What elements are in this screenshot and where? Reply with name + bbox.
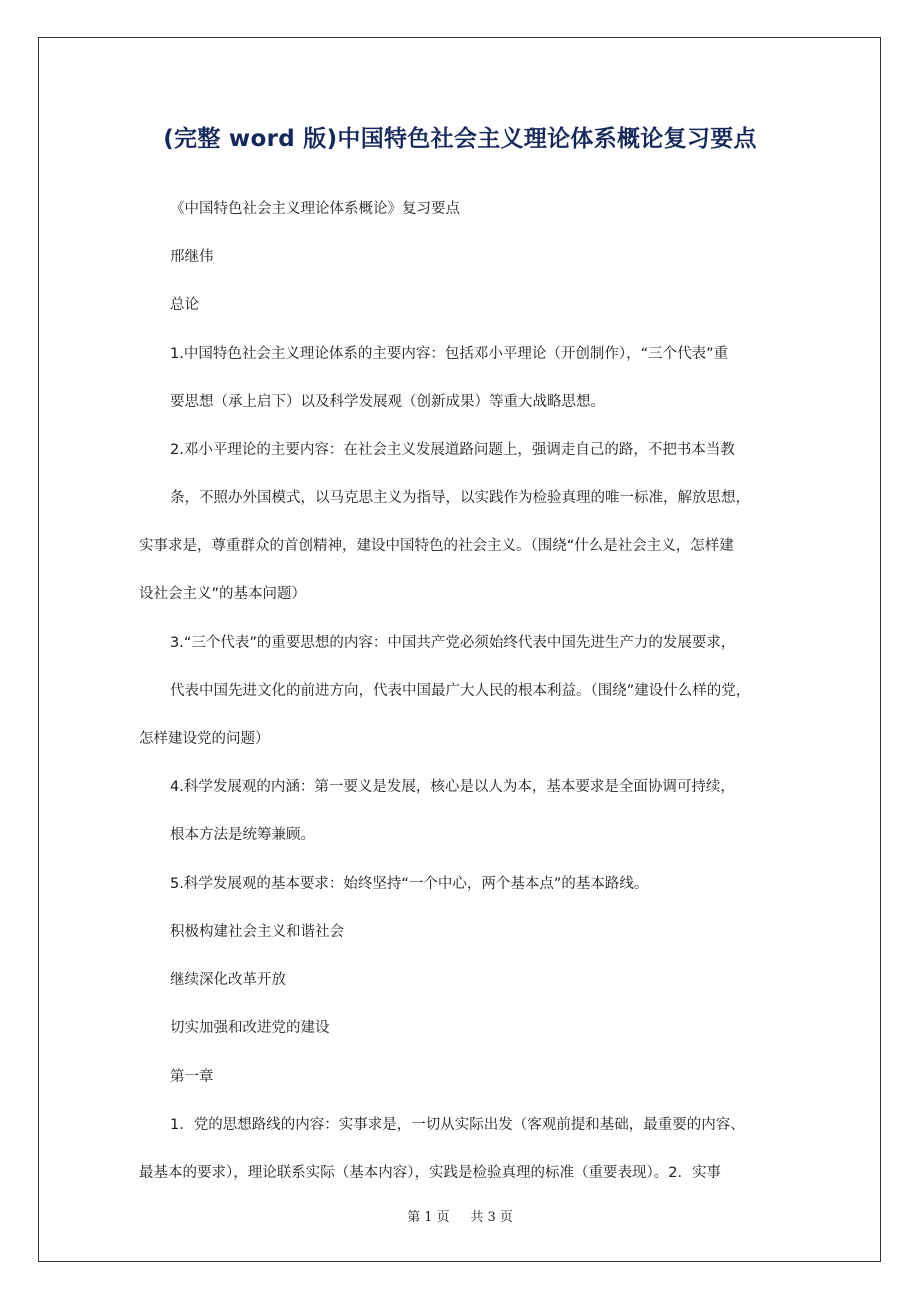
paragraph-line: 要思想（承上启下）以及科学发展观（创新成果）等重大战略思想。 <box>170 394 605 410</box>
chapter-heading: 第一章 <box>170 1069 214 1085</box>
document-title: (完整 word 版)中国特色社会主义理论体系概论复习要点 <box>163 126 757 152</box>
paragraph-line: 积极构建社会主义和谐社会 <box>170 924 344 940</box>
paragraph-line: 代表中国先进文化的前进方向，代表中国最广大人民的根本利益。（围绕”建设什么样的党， <box>170 683 751 699</box>
paragraph-line: 2.邓小平理论的主要内容：在社会主义发展道路问题上，强调走自己的路，不把书本当教 <box>170 442 735 458</box>
paragraph-line: 4.科学发展观的内涵：第一要义是发展，核心是以人为本，基本要求是全面协调可持续， <box>170 779 735 795</box>
page-footer <box>0 1206 920 1225</box>
paragraph-line: 1.中国特色社会主义理论体系的主要内容：包括邓小平理论（开创制作），“三个代表”重 <box>170 346 729 362</box>
author-line: 邢继伟 <box>170 249 214 265</box>
subtitle-line: 《中国特色社会主义理论体系概论》复习要点 <box>170 201 460 217</box>
paragraph-line: 条，不照办外国模式，以马克思主义为指导，以实践作为检验真理的唯一标准，解放思想， <box>170 490 750 506</box>
paragraph-line: 1．党的思想路线的内容：实事求是，一切从实际出发（客观前提和基础，最重要的内容、 <box>170 1117 745 1133</box>
paragraph-line: 实事求是，尊重群众的首创精神，建设中国特色的社会主义。（围绕“什么是社会主义，怎样建 <box>139 538 734 554</box>
paragraph-line: 继续深化改革开放 <box>170 972 286 988</box>
section-heading: 总论 <box>170 297 199 313</box>
paragraph-line: 3.“三个代表”的重要思想的内容：中国共产党必须始终代表中国先进生产力的发展要求， <box>170 635 736 651</box>
page-total: 共 3 页 <box>470 1210 513 1225</box>
paragraph-line: 5.科学发展观的基本要求：始终坚持“一个中心，两个基本点”的基本路线。 <box>170 876 649 892</box>
paragraph-line: 最基本的要求），理论联系实际（基本内容），实践是检验真理的标准（重要表现）。2．实事 <box>139 1165 721 1181</box>
paragraph-line: 设社会主义”的基本问题） <box>139 586 307 602</box>
paragraph-line: 切实加强和改进党的建设 <box>170 1020 330 1036</box>
page-number: 第 1 页 <box>407 1210 450 1225</box>
paragraph-line: 怎样建设党的问题） <box>139 731 270 747</box>
paragraph-line: 根本方法是统筹兼顾。 <box>170 827 315 843</box>
